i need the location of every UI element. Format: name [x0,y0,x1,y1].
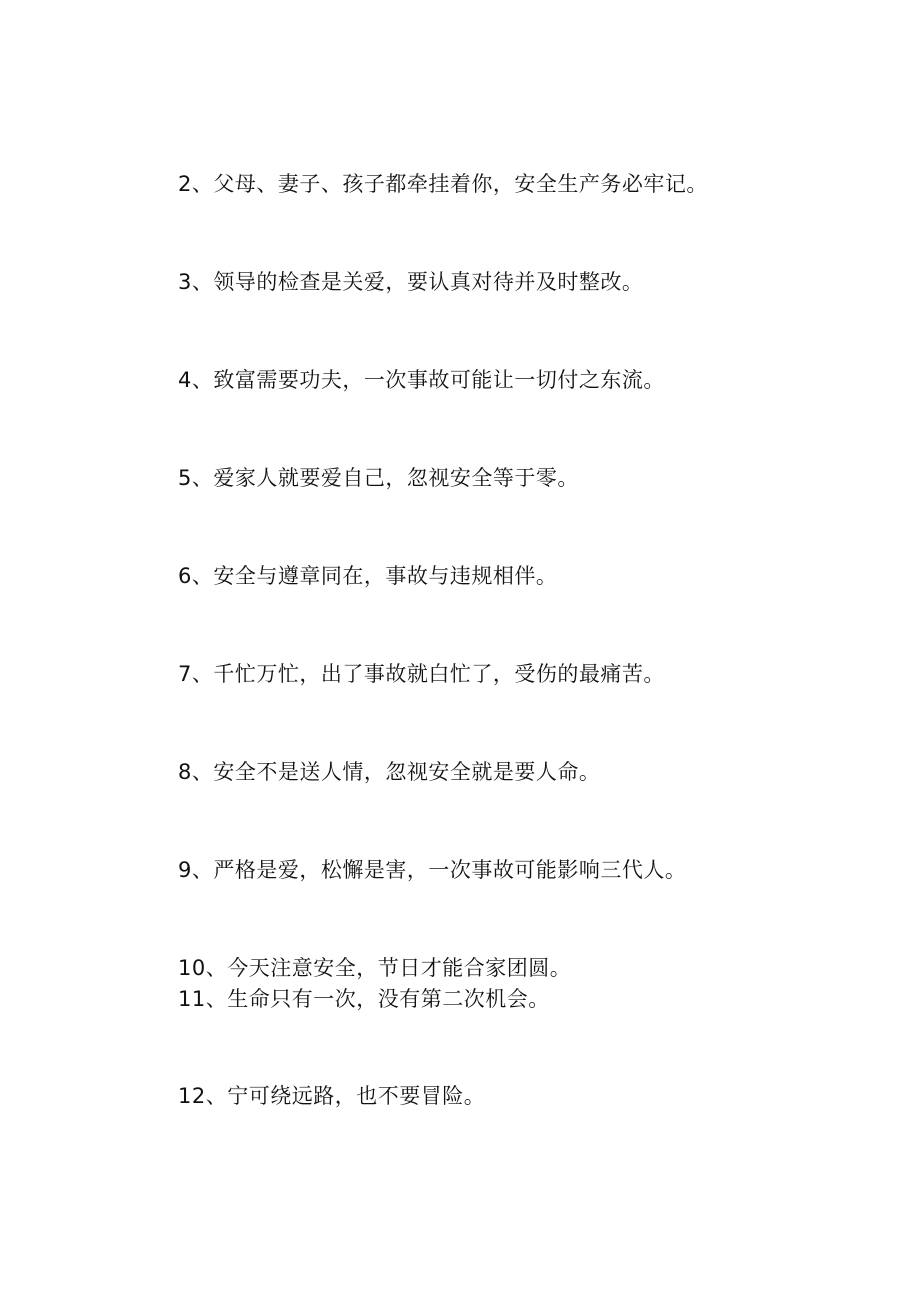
list-item: 9、严格是爱，松懈是害，一次事故可能影响三代人。 [178,858,687,882]
list-item: 11、生命只有一次，没有第二次机会。 [178,987,550,1011]
list-item: 8、安全不是送人情，忽视安全就是要人命。 [178,760,601,784]
list-item: 3、领导的检查是关爱，要认真对待并及时整改。 [178,270,644,294]
list-item: 12、宁可绕远路，也不要冒险。 [178,1084,486,1108]
list-item: 10、今天注意安全，节日才能合家团圆。 [178,956,572,980]
list-item: 6、安全与遵章同在，事故与违规相伴。 [178,564,558,588]
list-item: 4、致富需要功夫，一次事故可能让一切付之东流。 [178,368,665,392]
list-item: 7、千忙万忙，出了事故就白忙了，受伤的最痛苦。 [178,662,665,686]
list-item: 2、父母、妻子、孩子都牵挂着你，安全生产务必牢记。 [178,172,708,196]
list-item: 5、爱家人就要爱自己，忽视安全等于零。 [178,466,579,490]
